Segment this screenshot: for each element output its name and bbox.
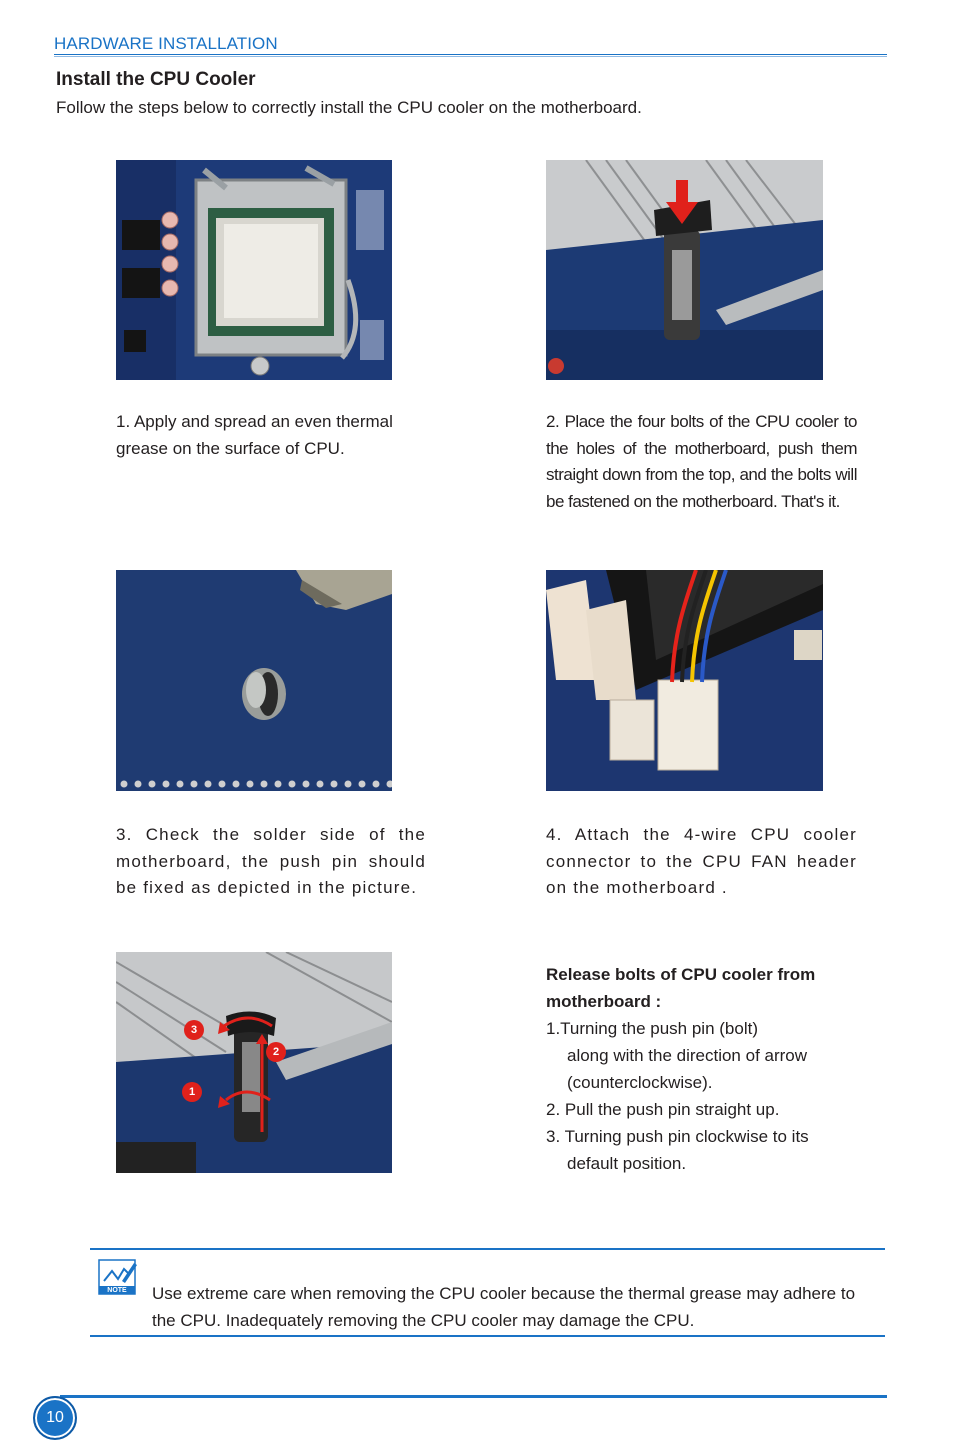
solder-pin (191, 781, 198, 788)
header-rule (54, 54, 887, 55)
solder-pin (275, 781, 282, 788)
release-instructions (546, 961, 876, 1177)
release-title: Release bolts of CPU cooler from motherboard : (546, 965, 816, 1011)
solder-pin (233, 781, 240, 788)
solder-pin (359, 781, 366, 788)
release-item-3 (546, 1123, 876, 1177)
solder-pin (121, 781, 128, 788)
footer-rule (60, 1395, 887, 1398)
release-item-3-cont: default position. (567, 1154, 687, 1173)
note-pencil-icon (98, 1259, 138, 1297)
note-label: NOTE (107, 1287, 127, 1294)
note-rule-top (90, 1248, 885, 1250)
release-item-1-cont: (counterclockwise). (567, 1073, 713, 1092)
marker-2: 2 (266, 1042, 286, 1062)
solder-pin (219, 781, 226, 788)
release-item-2-lead: 2. Pull the push pin straight up. (546, 1100, 780, 1119)
solder-pin (247, 781, 254, 788)
photo-cooler-bolt (546, 160, 823, 380)
photo-release-bolt (116, 952, 392, 1173)
solder-pin (331, 781, 338, 788)
note-text: Use extreme care when removing the CPU cooler because the thermal grease may adhere to the CPU. Inadequately removing the CPU cooler may damage the CPU. (152, 1284, 856, 1330)
release-item-1 (546, 1015, 876, 1096)
release-item-1-lead: 1.Turning the push pin (bolt) (546, 1019, 758, 1038)
step-4-text: 4. Attach the 4-wire CPU cooler connector to the CPU FAN header on the motherboard . (546, 825, 857, 897)
release-item-1-cont: along with the direction of arrow (567, 1046, 808, 1065)
page-number: 10 (33, 1396, 77, 1440)
note-rule-bottom (90, 1335, 885, 1337)
photo-fan-connector (546, 570, 823, 791)
page-heading: Install the CPU Cooler (56, 69, 256, 90)
step-1-text: 1. Apply and spread an even thermal grease on the surface of CPU. (116, 412, 393, 458)
solder-pin (373, 781, 380, 788)
photo-cpu-thermal-grease (116, 160, 392, 380)
solder-pin (149, 781, 156, 788)
solder-pin (289, 781, 296, 788)
release-item-2 (546, 1096, 876, 1123)
step-3-text: 3. Check the solder side of the motherboard, the push pin should be fixed as depicted in the picture. (116, 825, 426, 897)
header-rule-light (54, 56, 887, 57)
section-title: HARDWARE INSTALLATION (54, 34, 278, 53)
marker-1: 1 (182, 1082, 202, 1102)
solder-pin (261, 781, 268, 788)
solder-pin (205, 781, 212, 788)
solder-pin (303, 781, 310, 788)
solder-pin (135, 781, 142, 788)
solder-pin (177, 781, 184, 788)
solder-pin (163, 781, 170, 788)
photo-solder-side (116, 570, 392, 791)
step-2-text: 2. Place the four bolts of the CPU cooler to the holes of the motherboard, push them straight down from the top, and the bolts will be fastened on the motherboard. That's it. (546, 412, 857, 511)
release-item-3-lead: 3. Turning push pin clockwise to its (546, 1127, 809, 1146)
intro-text: Follow the steps below to correctly install the CPU cooler on the motherboard. (56, 98, 642, 117)
marker-3: 3 (184, 1020, 204, 1040)
solder-pin (317, 781, 324, 788)
solder-pin (345, 781, 352, 788)
